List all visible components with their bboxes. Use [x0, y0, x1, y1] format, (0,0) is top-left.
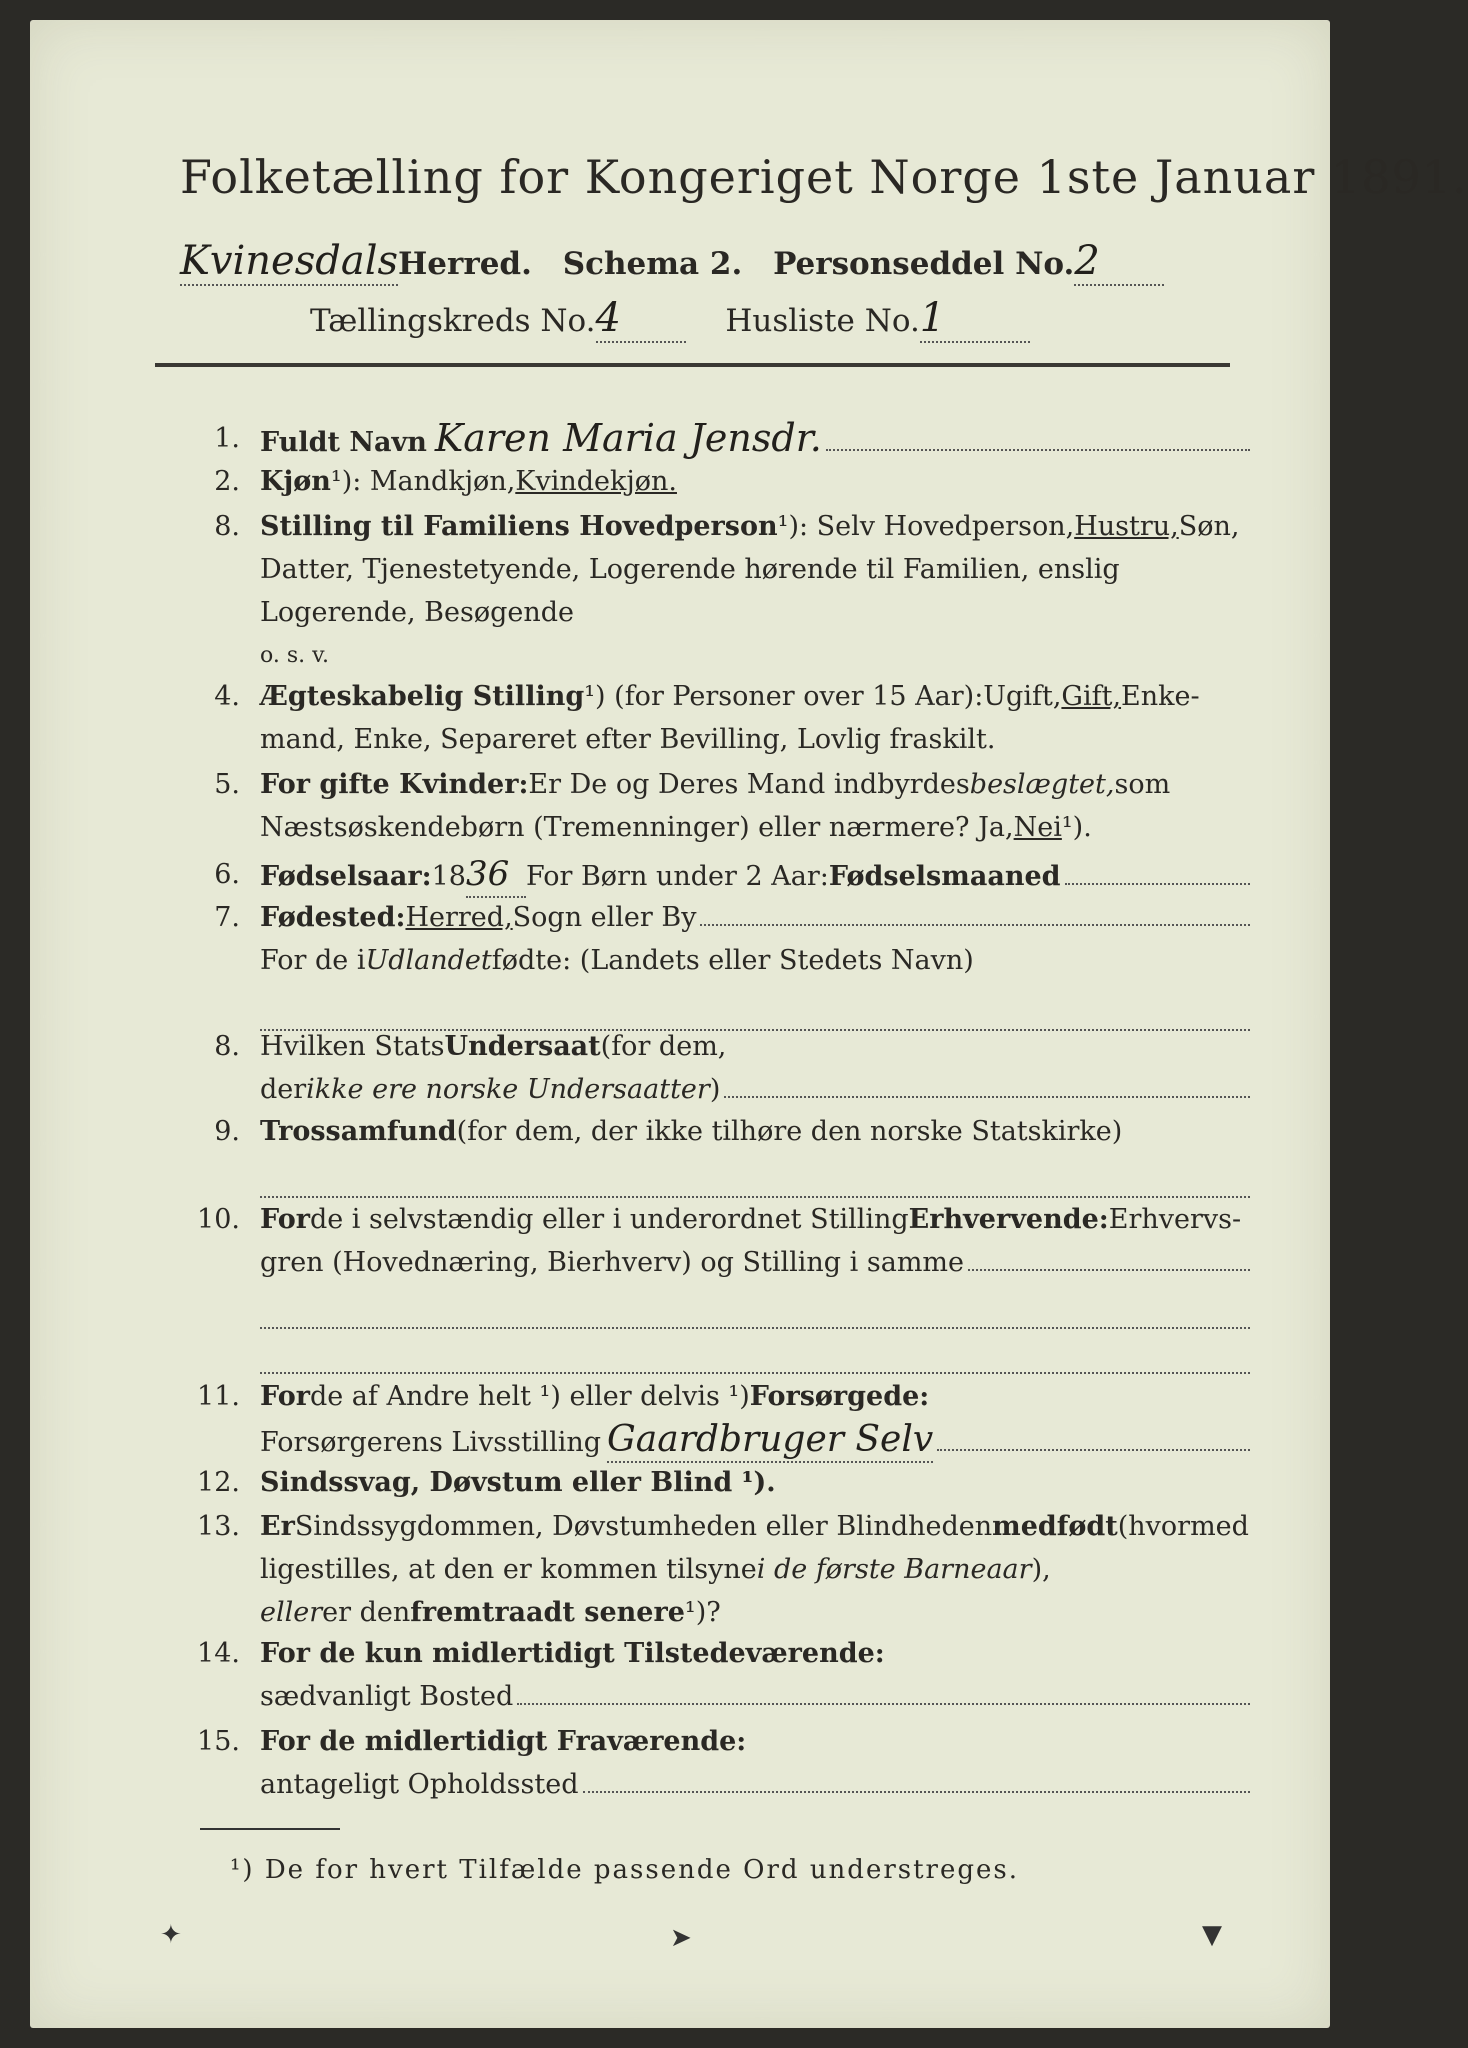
husliste-label: Husliste No. [725, 303, 920, 339]
personseddel-value: 2 [1074, 238, 1164, 286]
kreds-value: 4 [596, 295, 686, 343]
header-divider [155, 363, 1230, 367]
center-mark: ➤ [670, 1923, 692, 1953]
footnote-divider [200, 1828, 340, 1830]
personseddel-label: Personseddel No. [773, 246, 1075, 282]
form-title: Folketælling for Kongeriget Norge 1ste Januar 1891. [180, 150, 1468, 204]
provider-occupation-value: Gaardbruger Selv [607, 1418, 933, 1463]
birth-year-value: 36 [466, 853, 526, 898]
husliste-value: 1 [920, 295, 1030, 343]
schema-label: Schema 2. [562, 246, 743, 282]
name-value: Karen Maria Jensdr. [434, 416, 822, 460]
census-form-sheet [30, 20, 1468, 2028]
herred-value: Kvinesdals [180, 238, 399, 284]
corner-mark-left: ✦ [160, 1920, 182, 1950]
herred-line [180, 238, 1164, 286]
herred-label: Herred. [398, 246, 532, 282]
form-page: Folketælling for Kongeriget Norge 1ste Januar 1891. KvinesdalsHerred. Schema 2. Personseddel No.2 Tællingskreds No.4 Husliste No.1 1. Fuldt Navn Karen Maria Jensdr. 2. Kjøn ¹): Mandkjøn, Kvindekjøn. 8. Stilling til Familiens Hovedperson ¹): Selv Hovedperson, Hustru, Søn, Datter, Tjenestetyende, Logerende hørende til Familien, enslig Logerende, Besøgende o. s. v. 4. Ægteskabelig Stilling ¹) (for Personer over 15 Aar): Ugift, Gift, Enke- mand, Enke, Separeret efter Bevilling, Lovlig fraskilt. 5. For gifte Kvinder: Er De og Deres Mand indbyrdes beslægtet, som Næstsøskendebørn (Tremenninger) eller nærmere? Ja, Nei ¹). 6. Fødselsaar: 18 36 For Børn under 2 Aar: Fødselsmaaned 7. Fødested: Herred, Sogn eller By For de i Udlandet fødte: (Landets eller Stedets Navn) 8. Hvilken Stats Undersaat (for dem, der ikke ere norske Undersaatter ) 9. Trossamfund (for dem, der ikke tilhøre den norske Statskirke) 10. For de i selvstændig eller i underordnet Stilling Erhvervende: Erhvervs- gren (Hovednæring, Bierhverv) og Stilling i samme 11. For de af Andre helt ¹) eller delvis ¹) Forsørgede: Forsørgerens Livsstilling Gaardbruger Selv 12. Sindssvag, Døvstum eller Blind ¹). 13. Er Sindssygdommen, Døvstumheden eller Blindheden medfødt (hvormed ligestilles, at den er kommen tilsyne i de første Barneaar ), eller er den fremtraadt senere ¹)? 14. For de kun midlertidigt Tilstedeværende: sædvanligt Bosted 15. For de midlertidigt Fraværende: antageligt Opholdssted ¹) De for hvert Tilfælde passende Ord understreges. ✦ ➤ ▼ [30, 20, 1330, 2028]
kreds-label: Tællingskreds No. [310, 303, 596, 339]
footnote: ¹) De for hvert Tilfælde passende Ord understreges. [230, 1855, 1020, 1885]
corner-mark-right: ▼ [1202, 1920, 1222, 1950]
kreds-line [310, 295, 1030, 343]
